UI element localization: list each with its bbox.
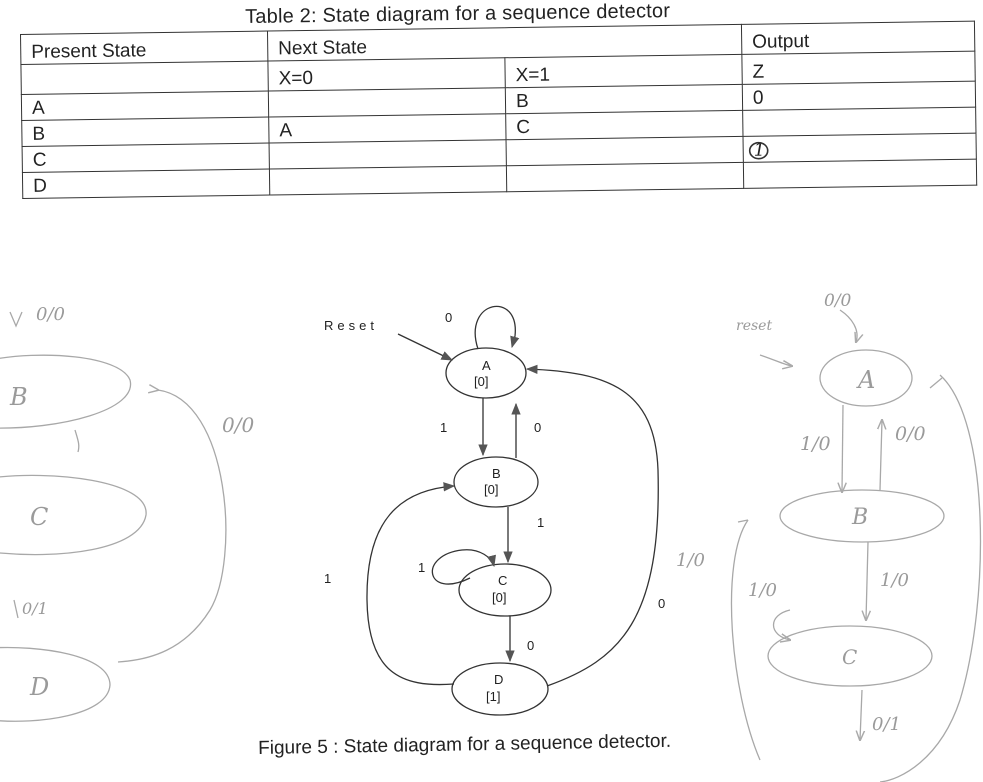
state-d-output: [1] <box>486 689 501 704</box>
state-a-output: [0] <box>474 374 489 389</box>
figure-caption: Figure 5 : State diagram for a sequence detector. <box>258 730 672 759</box>
state-a-name: A <box>482 358 491 373</box>
left-pencil-sketch <box>0 304 254 721</box>
label-c-self: 1 <box>418 560 426 575</box>
header-output: Output <box>741 21 974 54</box>
state-c-name: C <box>498 573 508 588</box>
header-present-state: Present State <box>21 31 268 64</box>
table-cell: C <box>506 110 743 139</box>
label-d-to-a: 0 <box>658 596 666 611</box>
right-self-label: 0/0 <box>824 291 852 311</box>
right-bc-label: 1/0 <box>880 570 909 591</box>
handwritten-output-1: 1 <box>753 139 766 161</box>
d-to-b-arrow <box>367 486 454 685</box>
right-pencil-sketch <box>676 291 980 782</box>
label-a-to-b: 1 <box>440 420 448 435</box>
state-d-name: D <box>494 672 504 687</box>
right-state-a: A <box>858 366 876 394</box>
left-side-label: 0/0 <box>222 413 255 437</box>
left-state-1: B <box>10 383 28 411</box>
left-mid-label: 0/1 <box>22 599 48 618</box>
right-outer-label: 1/0 <box>676 550 705 571</box>
printed-diagram <box>367 306 658 715</box>
state-b-output: [0] <box>484 482 499 497</box>
a-self-loop <box>475 306 515 349</box>
right-cd-label: 0/1 <box>872 714 901 735</box>
subheader-x1: X=1 <box>505 54 742 87</box>
table-cell: D <box>22 169 269 198</box>
right-state-b: B <box>852 505 869 530</box>
subheader-z: Z <box>742 51 975 84</box>
reset-label: Reset <box>324 318 378 333</box>
d-to-a-arrow <box>527 369 658 686</box>
right-c-self-label: 1/0 <box>748 580 777 601</box>
right-state-c: C <box>842 645 858 669</box>
subheader-x0: X=0 <box>268 58 505 91</box>
table-cell: B <box>505 84 742 113</box>
label-b-to-a: 0 <box>534 420 542 435</box>
left-state-2: C <box>30 503 49 531</box>
table-cell: 0 <box>742 81 975 110</box>
table-cell: B <box>22 117 269 146</box>
right-reset-label: reset <box>736 318 773 334</box>
left-top-label: 0/0 <box>36 304 65 325</box>
table-title: Table 2: State diagram for a sequence detector <box>245 0 671 28</box>
right-ba-label: 0/0 <box>895 423 926 445</box>
reset-arrow <box>398 334 452 360</box>
left-state-3: D <box>30 673 50 701</box>
label-c-to-d: 0 <box>527 638 535 653</box>
label-d-to-b: 1 <box>324 571 332 586</box>
label-b-to-c: 1 <box>537 515 545 530</box>
table-cell: C <box>22 143 269 172</box>
state-a <box>446 348 526 398</box>
header-next-state: Next State <box>267 24 741 61</box>
state-b-name: B <box>492 466 501 481</box>
label-a-self: 0 <box>445 310 453 325</box>
table-cell: A <box>269 114 506 143</box>
state-c-output: [0] <box>492 590 507 605</box>
table-cell: A <box>21 91 268 120</box>
right-ab-label: 1/0 <box>800 433 831 455</box>
